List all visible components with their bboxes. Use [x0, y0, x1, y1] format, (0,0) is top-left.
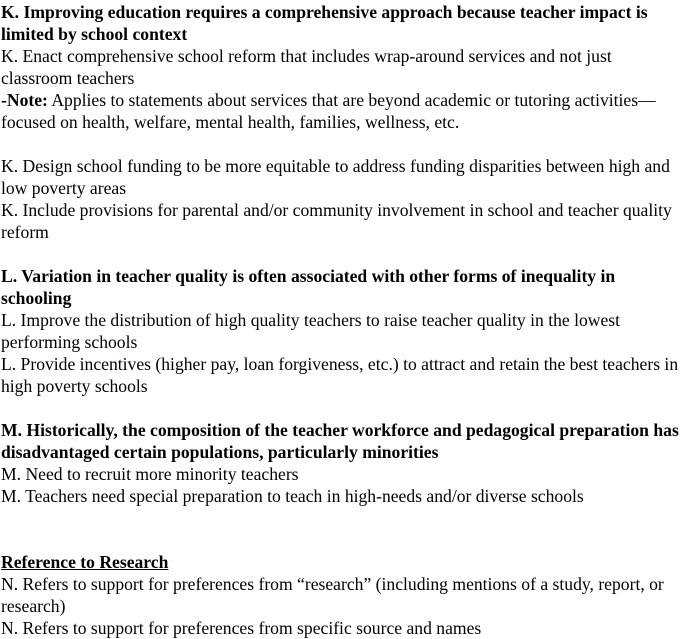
section-l [1, 265, 684, 397]
section-m [1, 419, 684, 507]
section-m-item-1: M. Need to recruit more minority teachers [1, 464, 299, 484]
section-m-item-2: M. Teachers need special preparation to teach in high-needs and/or diverse schools [1, 486, 584, 506]
section-k-note [1, 89, 684, 133]
spacer [1, 397, 684, 419]
note-label: -Note: [1, 90, 48, 110]
section-n-item-2: N. Refers to support for preferences from specific source and names [1, 618, 482, 638]
spacer [1, 133, 684, 155]
section-k-item-3: K. Include provisions for parental and/or community involvement in school and teacher quality reform [1, 200, 672, 242]
note-text: Applies to statements about services that are beyond academic or tutoring activities—focused on health, welfare, mental health, families, wellness, etc. [1, 90, 656, 132]
section-k-heading: K. Improving education requires a comprehensive approach because teacher impact is limited by school context [1, 2, 648, 44]
spacer [1, 243, 684, 265]
section-l-heading: L. Variation in teacher quality is often associated with other forms of inequality in schooling [1, 266, 616, 308]
spacer [1, 507, 684, 551]
section-l-item-2: L. Provide incentives (higher pay, loan forgiveness, etc.) to attract and retain the best teachers in high poverty schools [1, 354, 679, 396]
section-n-item-1: N. Refers to support for preferences from “research” (including mentions of a study, report, or research) [1, 574, 664, 616]
document-body [1, 1, 684, 639]
section-l-item-1: L. Improve the distribution of high quality teachers to raise teacher quality in the lowest performing schools [1, 310, 621, 352]
section-k-item-2: K. Design school funding to be more equitable to address funding disparities between high and low poverty areas [1, 156, 670, 198]
section-m-heading: M. Historically, the composition of the teacher workforce and pedagogical preparation has disadvantaged certain populations, particularly minorities [1, 420, 679, 462]
section-k-item-1: K. Enact comprehensive school reform that includes wrap-around services and not just classroom teachers [1, 46, 612, 88]
section-n-heading: Reference to Research [1, 552, 169, 572]
section-n [1, 551, 684, 639]
section-k [1, 1, 684, 243]
